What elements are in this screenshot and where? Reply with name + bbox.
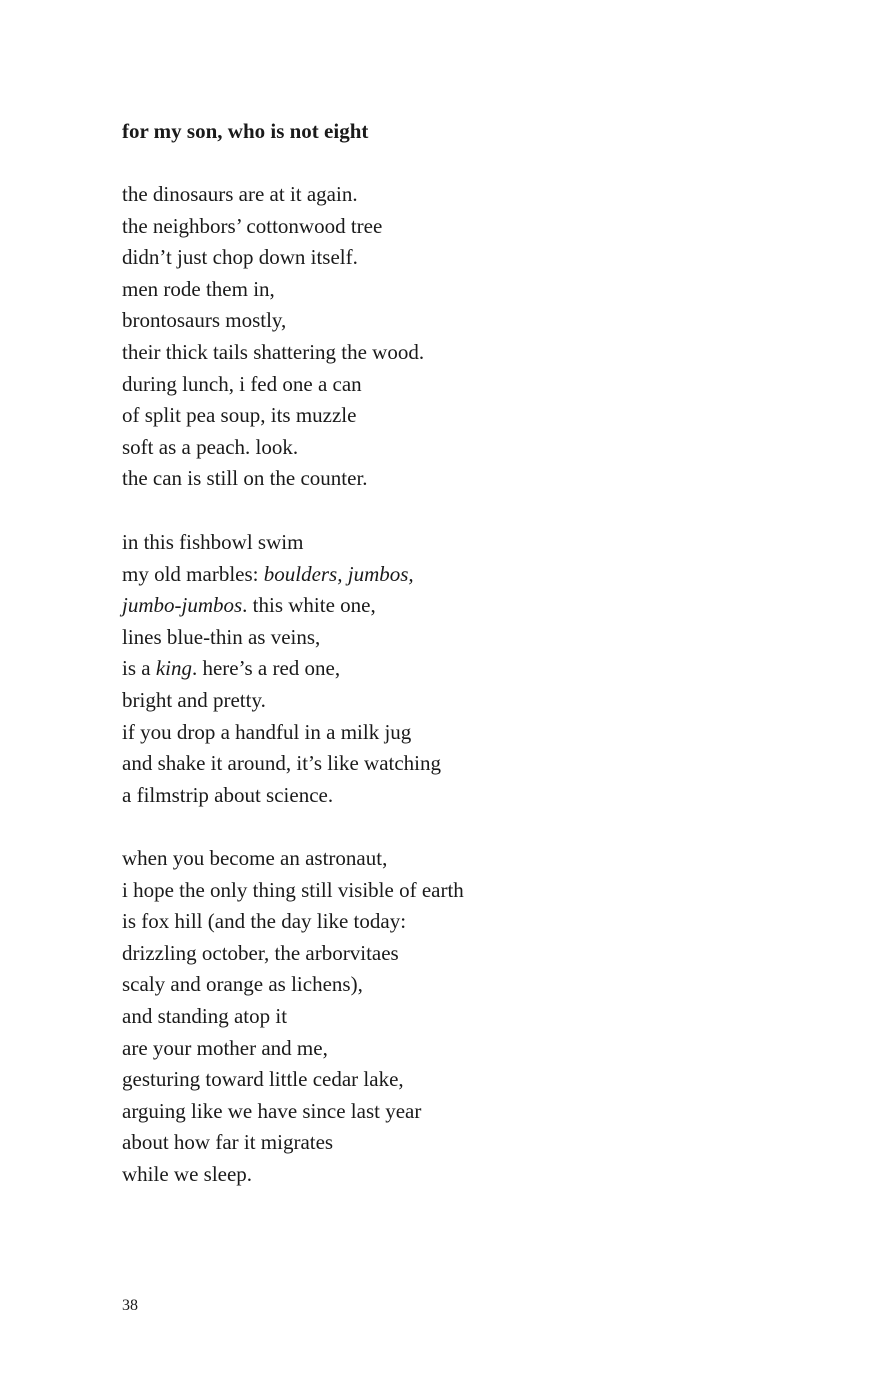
poem-line: [122, 875, 464, 907]
stanza-3: [122, 843, 464, 1191]
poem-line: [122, 590, 441, 622]
line-text: i hope the only thing still visible of earth: [122, 877, 464, 902]
poem-line: [122, 1001, 464, 1033]
poem-line: [122, 1064, 464, 1096]
italic-text: boulders, jumbos,: [263, 561, 414, 586]
line-text: brontosaurs mostly,: [122, 308, 287, 333]
page-number: 38: [122, 1297, 138, 1314]
italic-text: jumbo-jumbos: [122, 593, 243, 618]
line-text: when you become an astronaut,: [122, 846, 388, 870]
poem-line: [122, 906, 464, 938]
line-text: during lunch, i fed one a can: [122, 371, 362, 396]
line-text: drizzling october, the arborvitaes: [122, 940, 399, 965]
poem-line: [122, 1096, 464, 1128]
stanza-2: [122, 527, 441, 811]
line-text: if you drop a handful in a milk jug: [122, 719, 412, 744]
line-text: their thick tails shattering the wood.: [122, 339, 425, 364]
poem-line: [122, 305, 424, 337]
poem-line: [122, 622, 441, 654]
poem-line: [122, 717, 441, 749]
line-text: bright and pretty.: [122, 687, 266, 712]
line-text: while we sleep.: [122, 1161, 253, 1186]
line-text: the dinosaurs are at it again.: [122, 182, 358, 206]
poem-line: [122, 432, 424, 464]
line-text: about how far it migrates: [122, 1130, 334, 1155]
poem-line: [122, 653, 441, 685]
line-text: soft as a peach. look.: [122, 434, 299, 459]
line-text: is fox hill (and the day like today:: [122, 909, 407, 934]
line-text: the neighbors’ cottonwood tree: [122, 213, 383, 238]
poem-line: [122, 211, 424, 243]
poem-line: [122, 685, 441, 717]
line-text: is a: [122, 656, 156, 681]
line-text: in this fishbowl swim: [122, 530, 304, 554]
italic-text: king: [155, 656, 192, 681]
poem-line: [122, 1159, 464, 1191]
poem-line: [122, 179, 424, 211]
line-text: the can is still on the counter.: [122, 466, 368, 491]
poem-line: [122, 369, 424, 401]
poem-line: [122, 780, 441, 812]
poem-line: [122, 527, 441, 559]
poem-line: [122, 242, 424, 274]
line-text: scaly and orange as lichens),: [122, 972, 363, 997]
line-text: lines blue-thin as veins,: [122, 624, 321, 649]
poem-line: [122, 559, 441, 591]
line-text: . this white one,: [242, 593, 376, 618]
line-text: my old marbles:: [122, 561, 264, 586]
poem-line: [122, 463, 424, 495]
line-text: of split pea soup, its muzzle: [122, 403, 357, 428]
poem-line: [122, 274, 424, 306]
poem-title: for my son, who is not eight: [122, 119, 369, 143]
line-text: are your mother and me,: [122, 1035, 328, 1060]
line-text: men rode them in,: [122, 276, 275, 301]
poem-line: [122, 337, 424, 369]
line-text: a filmstrip about science.: [122, 782, 334, 807]
line-text: gesturing toward little cedar lake,: [122, 1067, 404, 1092]
poem-line: [122, 843, 464, 875]
line-text: and standing atop it: [122, 1003, 288, 1028]
line-text: arguing like we have since last year: [122, 1098, 422, 1123]
line-text: . here’s a red one,: [191, 656, 341, 681]
poem-line: [122, 748, 441, 780]
stanza-1: [122, 179, 424, 495]
line-text: and shake it around, it’s like watching: [122, 751, 442, 776]
poem-line: [122, 938, 464, 970]
line-text: didn’t just chop down itself.: [122, 245, 358, 270]
poem-line: [122, 969, 464, 1001]
poem-line: [122, 400, 424, 432]
poem-line: [122, 1127, 464, 1159]
poem-line: [122, 1033, 464, 1065]
